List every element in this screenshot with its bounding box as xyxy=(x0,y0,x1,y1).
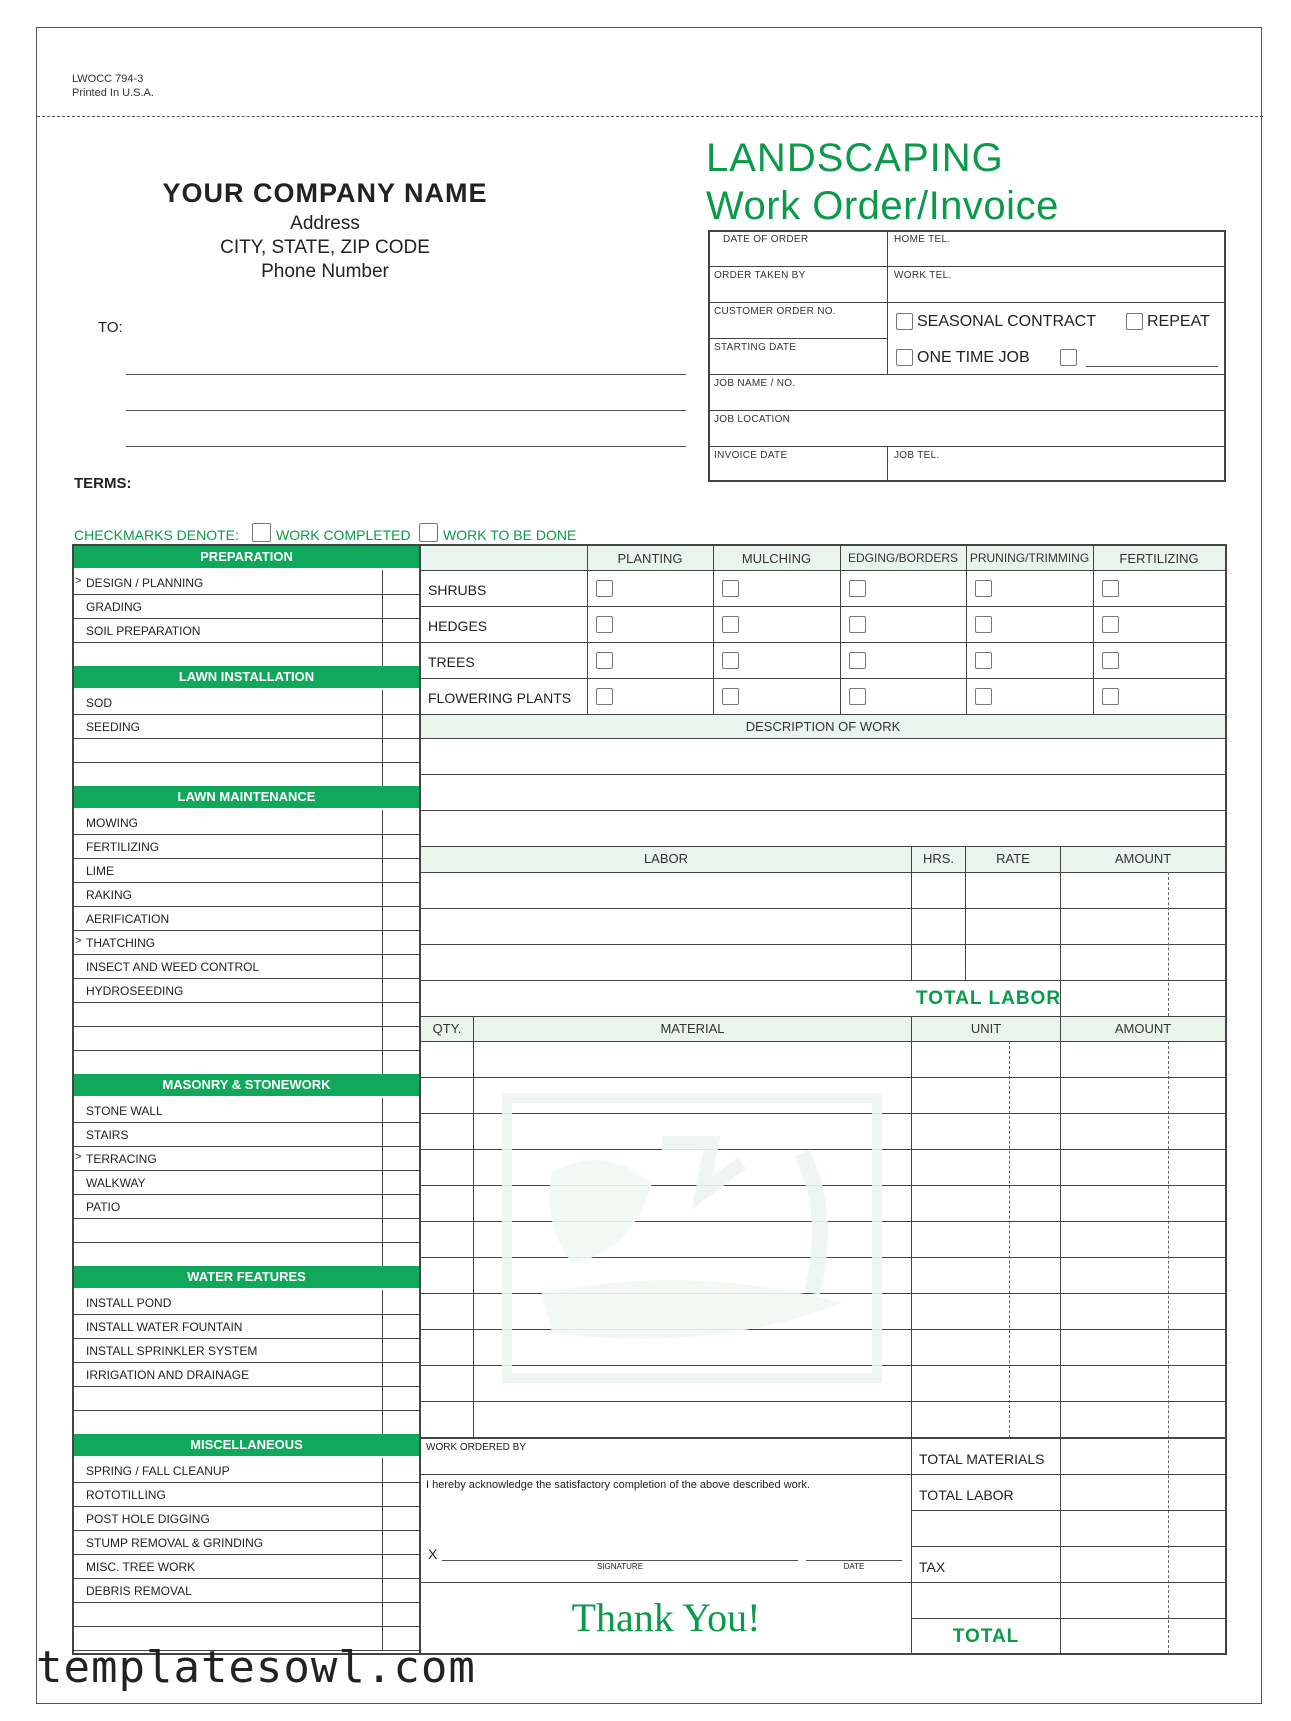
work-completed-key: WORK COMPLETED xyxy=(276,527,411,543)
company-name: YOUR COMPANY NAME xyxy=(162,178,488,208)
arrow-icon: > xyxy=(75,935,82,947)
tax-label: TAX xyxy=(919,1559,946,1575)
row-divider xyxy=(74,1362,419,1363)
row-divider xyxy=(74,1530,419,1531)
acknowledge-text: I hereby acknowledge the satisfactory completion of the above described work. xyxy=(426,1479,810,1491)
grid-checkbox[interactable] xyxy=(975,616,992,633)
work-completed-key-icon xyxy=(252,523,271,542)
row-divider xyxy=(74,618,419,619)
starting-date-field[interactable]: STARTING DATE xyxy=(714,342,797,353)
service-item: RAKING xyxy=(86,888,133,902)
work-ordered-by-field[interactable]: WORK ORDERED BY xyxy=(426,1442,527,1453)
material-row-line xyxy=(421,1041,1225,1042)
grid-checkbox[interactable] xyxy=(849,652,866,669)
grid-checkbox[interactable] xyxy=(975,688,992,705)
row-divider xyxy=(74,642,419,643)
grid-checkbox[interactable] xyxy=(1102,688,1119,705)
grid-checkbox[interactable] xyxy=(1102,652,1119,669)
grid-checkbox[interactable] xyxy=(596,580,613,597)
service-item: STAIRS xyxy=(86,1128,129,1142)
service-item: STONE WALL xyxy=(86,1104,163,1118)
row-divider xyxy=(74,858,419,859)
check-cell-divider xyxy=(382,642,383,666)
service-check-cell[interactable] xyxy=(383,1122,418,1145)
section-preparation: PREPARATION xyxy=(74,546,419,568)
service-check-cell[interactable] xyxy=(383,906,418,929)
company-city: CITY, STATE, ZIP CODE xyxy=(220,237,430,258)
signature-line[interactable] xyxy=(442,1560,798,1561)
grid-col-divider xyxy=(966,546,967,714)
work-tel-field[interactable]: WORK TEL. xyxy=(894,270,952,281)
service-item: SPRING / FALL CLEANUP xyxy=(86,1464,230,1478)
row-divider xyxy=(74,594,419,595)
grid-row-divider xyxy=(421,606,1225,607)
signature-label: SIGNATURE xyxy=(596,1562,644,1571)
description-of-work-area[interactable] xyxy=(421,739,1225,845)
repeat-label: REPEAT xyxy=(1147,313,1210,330)
total-materials-label: TOTAL MATERIALS xyxy=(919,1451,1045,1467)
check-cell-divider xyxy=(382,738,383,762)
grid-checkbox[interactable] xyxy=(849,688,866,705)
check-cell-divider xyxy=(382,1002,383,1026)
other-job-checkbox[interactable] xyxy=(1060,349,1077,366)
unit-header: UNIT xyxy=(970,1021,1002,1036)
invoice-date-field[interactable]: INVOICE DATE xyxy=(714,450,788,461)
check-cell-divider xyxy=(382,1242,383,1266)
service-check-cell[interactable] xyxy=(383,978,418,1001)
grid-checkbox[interactable] xyxy=(722,652,739,669)
check-cell-divider xyxy=(382,1026,383,1050)
repeat-checkbox[interactable] xyxy=(1126,313,1143,330)
row-divider xyxy=(74,834,419,835)
service-item: IRRIGATION AND DRAINAGE xyxy=(86,1368,250,1382)
row-divider xyxy=(74,1554,419,1555)
grid-row-label: FLOWERING PLANTS xyxy=(428,690,572,706)
grid-col-header: MULCHING xyxy=(741,551,812,566)
to-line-3[interactable] xyxy=(126,446,686,447)
service-check-cell[interactable] xyxy=(383,834,418,857)
service-check-cell[interactable] xyxy=(383,1290,418,1313)
to-line-2[interactable] xyxy=(126,410,686,411)
row-divider xyxy=(74,1002,419,1003)
printed-in: Printed In U.S.A. xyxy=(72,87,154,99)
thank-you-text: Thank You! xyxy=(571,1595,761,1640)
service-check-cell[interactable] xyxy=(383,930,418,953)
service-item: GRADING xyxy=(86,600,143,614)
section-water: WATER FEATURES xyxy=(74,1266,419,1288)
tree-logo-icon xyxy=(512,1103,872,1373)
row-divider xyxy=(74,1338,419,1339)
customer-order-no-field[interactable]: CUSTOMER ORDER NO. xyxy=(714,306,836,317)
to-label: TO: xyxy=(98,319,123,336)
job-location-field[interactable]: JOB LOCATION xyxy=(714,414,791,425)
tear-line xyxy=(37,116,1263,117)
grid-checkbox[interactable] xyxy=(1102,616,1119,633)
row-divider xyxy=(74,930,419,931)
service-item: STUMP REMOVAL & GRINDING xyxy=(86,1536,264,1550)
row-divider xyxy=(74,1482,419,1483)
row-divider xyxy=(74,1026,419,1027)
service-check-cell[interactable] xyxy=(383,1194,418,1217)
service-check-cell[interactable] xyxy=(383,858,418,881)
row-divider xyxy=(74,1242,419,1243)
labor-header: LABOR xyxy=(643,851,689,866)
total-labor-summary-label: TOTAL LABOR xyxy=(919,1487,1014,1503)
service-check-cell[interactable] xyxy=(383,690,418,713)
one-time-job-label: ONE TIME JOB xyxy=(917,349,1030,366)
one-time-job-checkbox[interactable] xyxy=(896,349,913,366)
work-to-be-done-key-icon xyxy=(419,523,438,542)
service-check-cell[interactable] xyxy=(383,1554,418,1577)
service-item: SOD xyxy=(86,696,113,710)
grid-checkbox[interactable] xyxy=(1102,580,1119,597)
row-divider xyxy=(74,1122,419,1123)
grid-col-divider xyxy=(1093,546,1094,714)
seasonal-contract-checkbox[interactable] xyxy=(896,313,913,330)
service-check-cell[interactable] xyxy=(383,1314,418,1337)
terms-label: TERMS: xyxy=(74,475,132,492)
service-check-cell[interactable] xyxy=(383,1098,418,1121)
service-check-cell[interactable] xyxy=(383,1170,418,1193)
grid-row-divider xyxy=(421,642,1225,643)
service-item: MISC. TREE WORK xyxy=(86,1560,196,1574)
section-masonry: MASONRY & STONEWORK xyxy=(74,1074,419,1096)
service-check-cell[interactable] xyxy=(383,1362,418,1385)
check-cell-divider xyxy=(382,1602,383,1626)
row-divider xyxy=(74,1314,419,1315)
service-item: INSTALL WATER FOUNTAIN xyxy=(86,1320,243,1334)
grid-checkbox[interactable] xyxy=(722,688,739,705)
row-divider xyxy=(74,1218,419,1219)
service-check-cell[interactable] xyxy=(383,954,418,977)
grid-row-label: SHRUBS xyxy=(428,582,487,598)
row-divider xyxy=(74,714,419,715)
grid-checkbox[interactable] xyxy=(849,580,866,597)
service-item: DESIGN / PLANNING xyxy=(86,576,204,590)
work-to-be-done-key: WORK TO BE DONE xyxy=(443,527,577,543)
grid-col-header: FERTILIZING xyxy=(1119,551,1199,566)
section-lawn-installation: LAWN INSTALLATION xyxy=(74,666,419,688)
arrow-icon: > xyxy=(75,575,82,587)
row-divider xyxy=(74,1410,419,1411)
grid-checkbox[interactable] xyxy=(722,616,739,633)
check-cell-divider xyxy=(382,1050,383,1074)
row-divider xyxy=(74,1194,419,1195)
service-item: HYDROSEEDING xyxy=(86,984,184,998)
service-check-cell[interactable] xyxy=(383,1506,418,1529)
service-item: INSTALL SPRINKLER SYSTEM xyxy=(86,1344,258,1358)
service-item: DEBRIS REMOVAL xyxy=(86,1584,192,1598)
grid-checkbox[interactable] xyxy=(975,652,992,669)
check-cell-divider xyxy=(382,762,383,786)
service-check-cell[interactable] xyxy=(383,1482,418,1505)
qty-header: QTY. xyxy=(432,1021,462,1036)
row-divider xyxy=(74,738,419,739)
row-divider xyxy=(74,882,419,883)
grid-col-header: PRUNING/TRIMMING xyxy=(969,551,1090,565)
job-tel-field[interactable]: JOB TEL. xyxy=(894,450,940,461)
row-divider xyxy=(74,762,419,763)
row-divider xyxy=(74,1626,419,1627)
service-item: ROTOTILLING xyxy=(86,1488,166,1502)
row-divider xyxy=(74,1506,419,1507)
check-cell-divider xyxy=(382,1218,383,1242)
service-check-cell[interactable] xyxy=(383,618,418,641)
row-divider xyxy=(74,1578,419,1579)
job-name-field[interactable]: JOB NAME / NO. xyxy=(714,378,796,389)
grid-checkbox[interactable] xyxy=(596,616,613,633)
rate-header: RATE xyxy=(996,851,1030,866)
row-divider xyxy=(74,1170,419,1171)
grid-col-divider xyxy=(587,546,588,714)
service-item: FERTILIZING xyxy=(86,840,160,854)
check-cell-divider xyxy=(382,1410,383,1434)
service-item: SOIL PREPARATION xyxy=(86,624,201,638)
section-misc: MISCELLANEOUS xyxy=(74,1434,419,1456)
row-divider xyxy=(74,954,419,955)
material-amount-header: AMOUNT xyxy=(1114,1021,1172,1036)
row-divider xyxy=(74,978,419,979)
grid-row-divider xyxy=(421,678,1225,679)
grid-row-label: HEDGES xyxy=(428,618,488,634)
seasonal-contract-label: SEASONAL CONTRACT xyxy=(917,313,1096,330)
amount-header: AMOUNT xyxy=(1114,851,1172,866)
total-labor-label: TOTAL LABOR xyxy=(916,988,1062,1009)
service-item: PATIO xyxy=(86,1200,121,1214)
service-item: MOWING xyxy=(86,816,138,830)
service-item: THATCHING xyxy=(86,936,156,950)
to-line-1[interactable] xyxy=(126,374,686,375)
service-check-cell[interactable] xyxy=(383,570,418,593)
grid-checkbox[interactable] xyxy=(722,580,739,597)
service-item: TERRACING xyxy=(86,1152,157,1166)
grid-checkbox[interactable] xyxy=(975,580,992,597)
grid-row-divider xyxy=(421,570,1225,571)
checkmarks-label: CHECKMARKS DENOTE: xyxy=(74,527,239,543)
total-label: TOTAL xyxy=(952,1626,1020,1647)
row-divider xyxy=(74,906,419,907)
service-check-cell[interactable] xyxy=(383,594,418,617)
home-tel-field[interactable]: HOME TEL. xyxy=(894,234,951,245)
form-code: LWOCC 794-3 xyxy=(72,73,144,85)
service-check-cell[interactable] xyxy=(383,1578,418,1601)
service-check-cell[interactable] xyxy=(383,1530,418,1553)
section-lawn-maintenance: LAWN MAINTENANCE xyxy=(74,786,419,808)
date-label: DATE xyxy=(843,1562,865,1571)
row-divider xyxy=(74,1146,419,1147)
row-divider xyxy=(74,1386,419,1387)
watermark-logo xyxy=(502,1093,882,1383)
material-row-line xyxy=(421,1401,1225,1402)
title-line1: LANDSCAPING xyxy=(706,136,1004,180)
grid-checkbox[interactable] xyxy=(596,688,613,705)
company-phone: Phone Number xyxy=(261,261,389,282)
hrs-header: HRS. xyxy=(922,851,955,866)
description-of-work-label: DESCRIPTION OF WORK xyxy=(745,719,901,734)
grid-col-header: EDGING/BORDERS xyxy=(847,551,958,565)
service-item: AERIFICATION xyxy=(86,912,170,926)
service-item: WALKWAY xyxy=(86,1176,146,1190)
service-check-cell[interactable] xyxy=(383,1338,418,1361)
material-header: MATERIAL xyxy=(660,1021,725,1036)
date-of-order-field[interactable]: DATE OF ORDER xyxy=(723,234,809,245)
date-line[interactable] xyxy=(806,1560,902,1561)
company-address: Address xyxy=(290,213,360,234)
row-divider xyxy=(74,1602,419,1603)
service-item: POST HOLE DIGGING xyxy=(86,1512,210,1526)
site-watermark: templatesowl.com xyxy=(36,1642,476,1693)
service-check-cell[interactable] xyxy=(383,810,418,833)
material-row-line xyxy=(421,1077,1225,1078)
service-item: LIME xyxy=(86,864,115,878)
title-line2: Work Order/Invoice xyxy=(706,184,1059,228)
grid-col-divider xyxy=(713,546,714,714)
signature-x: X xyxy=(428,1546,438,1562)
grid-checkbox[interactable] xyxy=(596,652,613,669)
order-taken-by-field[interactable]: ORDER TAKEN BY xyxy=(714,270,806,281)
service-check-cell[interactable] xyxy=(383,1146,418,1169)
other-job-line[interactable] xyxy=(1086,366,1218,367)
service-item: INSECT AND WEED CONTROL xyxy=(86,960,260,974)
service-item: SEEDING xyxy=(86,720,141,734)
grid-col-header: PLANTING xyxy=(617,551,683,566)
grid-row-label: TREES xyxy=(428,654,475,670)
grid-checkbox[interactable] xyxy=(849,616,866,633)
arrow-icon: > xyxy=(75,1151,82,1163)
row-divider xyxy=(74,1050,419,1051)
service-item: INSTALL POND xyxy=(86,1296,172,1310)
service-check-cell[interactable] xyxy=(383,882,418,905)
grid-col-divider xyxy=(840,546,841,714)
service-check-cell[interactable] xyxy=(383,1458,418,1481)
check-cell-divider xyxy=(382,1386,383,1410)
service-check-cell[interactable] xyxy=(383,714,418,737)
